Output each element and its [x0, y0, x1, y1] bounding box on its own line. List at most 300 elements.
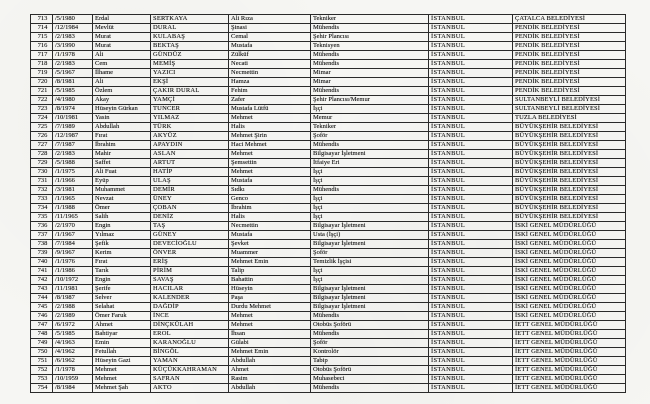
first-name-cell: Özlem — [93, 87, 151, 96]
birthdate-cell: /2/1983 — [53, 33, 93, 42]
profession-cell: Mühendis — [311, 51, 429, 60]
table-row — [31, 186, 626, 195]
city-cell: İSTANBUL — [429, 15, 513, 24]
city-cell: İSTANBUL — [429, 177, 513, 186]
row-number-cell: 744 — [31, 294, 53, 303]
table-row — [31, 24, 626, 33]
first-name-cell: Eyüp — [93, 177, 151, 186]
birthdate-cell: /8/1984 — [53, 384, 93, 393]
row-number-cell: 723 — [31, 105, 53, 114]
organization-cell: PENDİK BELEDİYESİ — [513, 78, 626, 87]
surname-cell: BEKTAŞ — [151, 42, 229, 51]
profession-cell: Mimar — [311, 78, 429, 87]
first-name-cell: Yılmaz — [93, 231, 151, 240]
first-name-cell: Cem — [93, 60, 151, 69]
father-name-cell: Mehmet Şirin — [229, 132, 311, 141]
organization-cell: İSKİ GENEL MÜDÜRLÜĞÜ — [513, 240, 626, 249]
birthdate-cell: /9/1967 — [53, 249, 93, 258]
city-cell: İSTANBUL — [429, 69, 513, 78]
organization-cell: BÜYÜKŞEHİR BELEDİYESİ — [513, 177, 626, 186]
surname-cell: ÜNEY — [151, 195, 229, 204]
city-cell: İSTANBUL — [429, 42, 513, 51]
birthdate-cell: /8/1981 — [53, 78, 93, 87]
profession-cell: Temizlik İşçisi — [311, 258, 429, 267]
surname-cell: BİNGÖL — [151, 348, 229, 357]
row-number-cell: 743 — [31, 285, 53, 294]
city-cell: İSTANBUL — [429, 204, 513, 213]
surname-cell: SAVAŞ — [151, 276, 229, 285]
birthdate-cell: /1/1978 — [53, 366, 93, 375]
row-number-cell: 718 — [31, 60, 53, 69]
first-name-cell: Tarık — [93, 267, 151, 276]
birthdate-cell: /10/1972 — [53, 276, 93, 285]
table-row — [31, 258, 626, 267]
personnel-table-body — [31, 15, 626, 393]
father-name-cell: Mehmet Emin — [229, 258, 311, 267]
father-name-cell: Mehmet — [229, 321, 311, 330]
profession-cell: Şehir Plancısı — [311, 33, 429, 42]
surname-cell: KALENDER — [151, 294, 229, 303]
surname-cell: EKŞİ — [151, 78, 229, 87]
surname-cell: SAFRAN — [151, 375, 229, 384]
organization-cell: İETT GENEL MÜDÜRLÜĞÜ — [513, 321, 626, 330]
table-row — [31, 15, 626, 24]
city-cell: İSTANBUL — [429, 60, 513, 69]
birthdate-cell: /6/1972 — [53, 321, 93, 330]
first-name-cell: Ahmet — [93, 321, 151, 330]
first-name-cell: Selahat — [93, 303, 151, 312]
birthdate-cell: /2/1988 — [53, 303, 93, 312]
row-number-cell: 725 — [31, 123, 53, 132]
city-cell: İSTANBUL — [429, 267, 513, 276]
table-row — [31, 105, 626, 114]
city-cell: İSTANBUL — [429, 339, 513, 348]
surname-cell: ÇAKIR DURAL — [151, 87, 229, 96]
table-row — [31, 312, 626, 321]
surname-cell: TAŞ — [151, 222, 229, 231]
surname-cell: GÜNDÜZ — [151, 51, 229, 60]
profession-cell: Usta (İşçi) — [311, 231, 429, 240]
organization-cell: İETT GENEL MÜDÜRLÜĞÜ — [513, 384, 626, 393]
first-name-cell: Ömer — [93, 204, 151, 213]
first-name-cell: Selver — [93, 294, 151, 303]
profession-cell: Mimar — [311, 69, 429, 78]
city-cell: İSTANBUL — [429, 159, 513, 168]
birthdate-cell: /12/1984 — [53, 24, 93, 33]
organization-cell: İETT GENEL MÜDÜRLÜĞÜ — [513, 366, 626, 375]
table-row — [31, 384, 626, 393]
surname-cell: ULAŞ — [151, 177, 229, 186]
table-row — [31, 87, 626, 96]
father-name-cell: Sıdkı — [229, 186, 311, 195]
table-row — [31, 321, 626, 330]
father-name-cell: Mehmet Emin — [229, 348, 311, 357]
row-number-cell: 752 — [31, 366, 53, 375]
surname-cell: HACILAR — [151, 285, 229, 294]
surname-cell: TÜRK — [151, 123, 229, 132]
row-number-cell: 731 — [31, 177, 53, 186]
first-name-cell: Yasin — [93, 114, 151, 123]
profession-cell: Mühendis — [311, 87, 429, 96]
row-number-cell: 727 — [31, 141, 53, 150]
birthdate-cell: /1/1966 — [53, 177, 93, 186]
birthdate-cell: /8/1974 — [53, 105, 93, 114]
surname-cell: ARTUT — [151, 159, 229, 168]
father-name-cell: Zafer — [229, 96, 311, 105]
organization-cell: İSKİ GENEL MÜDÜRLÜĞÜ — [513, 303, 626, 312]
profession-cell: Mühendis — [311, 141, 429, 150]
organization-cell: BÜYÜKŞEHİR BELEDİYESİ — [513, 123, 626, 132]
profession-cell: Kontrolör — [311, 348, 429, 357]
father-name-cell: Ahmet — [229, 366, 311, 375]
profession-cell: Şoför — [311, 339, 429, 348]
profession-cell: Otobüs Şoförü — [311, 321, 429, 330]
birthdate-cell: /6/1962 — [53, 357, 93, 366]
father-name-cell: Mehmet — [229, 312, 311, 321]
city-cell: İSTANBUL — [429, 141, 513, 150]
father-name-cell: Muammer — [229, 249, 311, 258]
birthdate-cell: /1/1988 — [53, 204, 93, 213]
birthdate-cell: /12/1987 — [53, 132, 93, 141]
row-number-cell: 716 — [31, 42, 53, 51]
surname-cell: KÜÇÜKKAHRAMAN — [151, 366, 229, 375]
surname-cell: DURAL — [151, 24, 229, 33]
first-name-cell: Ali Fuat — [93, 168, 151, 177]
city-cell: İSTANBUL — [429, 294, 513, 303]
organization-cell: PENDİK BELEDİYESİ — [513, 42, 626, 51]
row-number-cell: 745 — [31, 303, 53, 312]
personnel-list-scan — [30, 14, 626, 393]
organization-cell: İSKİ GENEL MÜDÜRLÜĞÜ — [513, 276, 626, 285]
father-name-cell: Mustafa Lütfü — [229, 105, 311, 114]
row-number-cell: 741 — [31, 267, 53, 276]
first-name-cell: Şefik — [93, 240, 151, 249]
father-name-cell: Abdullah — [229, 357, 311, 366]
first-name-cell: Nevzat — [93, 195, 151, 204]
surname-cell: GÜNEY — [151, 231, 229, 240]
table-row — [31, 276, 626, 285]
city-cell: İSTANBUL — [429, 285, 513, 294]
organization-cell: PENDİK BELEDİYESİ — [513, 69, 626, 78]
birthdate-cell: /11/1965 — [53, 213, 93, 222]
table-row — [31, 69, 626, 78]
profession-cell: Teknisyen — [311, 42, 429, 51]
table-row — [31, 375, 626, 384]
father-name-cell: Rasim — [229, 375, 311, 384]
city-cell: İSTANBUL — [429, 312, 513, 321]
surname-cell: APAYDIN — [151, 141, 229, 150]
organization-cell: İSKİ GENEL MÜDÜRLÜĞÜ — [513, 231, 626, 240]
first-name-cell: Fırat — [93, 132, 151, 141]
city-cell: İSTANBUL — [429, 123, 513, 132]
organization-cell: BÜYÜKŞEHİR BELEDİYESİ — [513, 204, 626, 213]
organization-cell: BÜYÜKŞEHİR BELEDİYESİ — [513, 141, 626, 150]
row-number-cell: 717 — [31, 51, 53, 60]
first-name-cell: Engin — [93, 222, 151, 231]
profession-cell: Tekniker — [311, 123, 429, 132]
table-row — [31, 123, 626, 132]
surname-cell: ASLAN — [151, 150, 229, 159]
row-number-cell: 722 — [31, 96, 53, 105]
organization-cell: İSKİ GENEL MÜDÜRLÜĞÜ — [513, 285, 626, 294]
birthdate-cell: /5/1985 — [53, 87, 93, 96]
row-number-cell: 739 — [31, 249, 53, 258]
birthdate-cell: /5/1985 — [53, 330, 93, 339]
birthdate-cell: /10/1981 — [53, 114, 93, 123]
table-row — [31, 177, 626, 186]
birthdate-cell: /7/1989 — [53, 123, 93, 132]
birthdate-cell: /5/1967 — [53, 69, 93, 78]
row-number-cell: 753 — [31, 375, 53, 384]
row-number-cell: 740 — [31, 258, 53, 267]
profession-cell: Mühendis — [311, 60, 429, 69]
organization-cell: PENDİK BELEDİYESİ — [513, 87, 626, 96]
city-cell: İSTANBUL — [429, 222, 513, 231]
first-name-cell: Ömer Faruk — [93, 312, 151, 321]
father-name-cell: Hüseyin — [229, 285, 311, 294]
father-name-cell: Genco — [229, 195, 311, 204]
organization-cell: İETT GENEL MÜDÜRLÜĞÜ — [513, 348, 626, 357]
organization-cell: PENDİK BELEDİYESİ — [513, 24, 626, 33]
father-name-cell: Bahattin — [229, 276, 311, 285]
organization-cell: SULTANBEYLİ BELEDİYESİ — [513, 105, 626, 114]
organization-cell: PENDİK BELEDİYESİ — [513, 33, 626, 42]
first-name-cell: Mehmet — [93, 375, 151, 384]
first-name-cell: Abdullah — [93, 123, 151, 132]
first-name-cell: Saffet — [93, 159, 151, 168]
profession-cell: İşçi — [311, 213, 429, 222]
father-name-cell: Cemal — [229, 33, 311, 42]
first-name-cell: İbrahim — [93, 141, 151, 150]
birthdate-cell: /5/1980 — [53, 15, 93, 24]
first-name-cell: Mehmet Şah — [93, 384, 151, 393]
first-name-cell: Ali — [93, 78, 151, 87]
profession-cell: Tabip — [311, 357, 429, 366]
row-number-cell: 728 — [31, 150, 53, 159]
organization-cell: BÜYÜKŞEHİR BELEDİYESİ — [513, 213, 626, 222]
city-cell: İSTANBUL — [429, 384, 513, 393]
birthdate-cell: /1/1975 — [53, 168, 93, 177]
organization-cell: BÜYÜKŞEHİR BELEDİYESİ — [513, 195, 626, 204]
row-number-cell: 726 — [31, 132, 53, 141]
first-name-cell: Akay — [93, 96, 151, 105]
table-row — [31, 222, 626, 231]
row-number-cell: 713 — [31, 15, 53, 24]
father-name-cell: Mehmet — [229, 150, 311, 159]
father-name-cell: Necmettin — [229, 222, 311, 231]
first-name-cell: Murat — [93, 33, 151, 42]
first-name-cell: Ali — [93, 51, 151, 60]
city-cell: İSTANBUL — [429, 114, 513, 123]
city-cell: İSTANBUL — [429, 51, 513, 60]
table-row — [31, 249, 626, 258]
first-name-cell: Şerife — [93, 285, 151, 294]
first-name-cell: Salih — [93, 213, 151, 222]
surname-cell: YAMÇİ — [151, 96, 229, 105]
city-cell: İSTANBUL — [429, 240, 513, 249]
row-number-cell: 735 — [31, 213, 53, 222]
row-number-cell: 751 — [31, 357, 53, 366]
father-name-cell: Halis — [229, 213, 311, 222]
surname-cell: ERİŞ — [151, 258, 229, 267]
profession-cell: Mühendis — [311, 186, 429, 195]
surname-cell: İNCE — [151, 312, 229, 321]
profession-cell: Şoför — [311, 132, 429, 141]
profession-cell: Şoför — [311, 249, 429, 258]
birthdate-cell: /2/1983 — [53, 60, 93, 69]
profession-cell: Bilgisayar İşletmeni — [311, 303, 429, 312]
row-number-cell: 750 — [31, 348, 53, 357]
father-name-cell: Şinasi — [229, 24, 311, 33]
surname-cell: DEMİR — [151, 186, 229, 195]
father-name-cell: Haci Mehmet — [229, 141, 311, 150]
city-cell: İSTANBUL — [429, 330, 513, 339]
table-row — [31, 114, 626, 123]
father-name-cell: Gülabi — [229, 339, 311, 348]
profession-cell: Şehir Plancısı/Memur — [311, 96, 429, 105]
first-name-cell: Hüseyin Gürkan — [93, 105, 151, 114]
organization-cell: İETT GENEL MÜDÜRLÜĞÜ — [513, 330, 626, 339]
row-number-cell: 720 — [31, 78, 53, 87]
row-number-cell: 721 — [31, 87, 53, 96]
city-cell: İSTANBUL — [429, 366, 513, 375]
city-cell: İSTANBUL — [429, 375, 513, 384]
birthdate-cell: /4/1980 — [53, 96, 93, 105]
birthdate-cell: /1/1978 — [53, 51, 93, 60]
row-number-cell: 729 — [31, 159, 53, 168]
table-row — [31, 96, 626, 105]
city-cell: İSTANBUL — [429, 321, 513, 330]
organization-cell: PENDİK BELEDİYESİ — [513, 51, 626, 60]
father-name-cell: Şevket — [229, 240, 311, 249]
surname-cell: DİNÇKÜLAH — [151, 321, 229, 330]
table-row — [31, 339, 626, 348]
profession-cell: Memur — [311, 114, 429, 123]
birthdate-cell: /4/1963 — [53, 339, 93, 348]
profession-cell: Tekniker — [311, 15, 429, 24]
birthdate-cell: /11/1981 — [53, 285, 93, 294]
birthdate-cell: /3/1981 — [53, 186, 93, 195]
birthdate-cell: /7/1987 — [53, 141, 93, 150]
table-row — [31, 60, 626, 69]
row-number-cell: 737 — [31, 231, 53, 240]
father-name-cell: Mustafa — [229, 177, 311, 186]
table-row — [31, 366, 626, 375]
table-row — [31, 42, 626, 51]
profession-cell: Otobüs Şoförü — [311, 366, 429, 375]
organization-cell: İSKİ GENEL MÜDÜRLÜĞÜ — [513, 294, 626, 303]
first-name-cell: Muhammet — [93, 186, 151, 195]
birthdate-cell: /1/1976 — [53, 258, 93, 267]
city-cell: İSTANBUL — [429, 186, 513, 195]
surname-cell: AKTO — [151, 384, 229, 393]
city-cell: İSTANBUL — [429, 213, 513, 222]
profession-cell: İşçi — [311, 105, 429, 114]
row-number-cell: 738 — [31, 240, 53, 249]
table-row — [31, 348, 626, 357]
organization-cell: İETT GENEL MÜDÜRLÜĞÜ — [513, 357, 626, 366]
table-row — [31, 33, 626, 42]
father-name-cell: Paşa — [229, 294, 311, 303]
city-cell: İSTANBUL — [429, 33, 513, 42]
city-cell: İSTANBUL — [429, 231, 513, 240]
father-name-cell: Necati — [229, 60, 311, 69]
birthdate-cell: /5/1988 — [53, 159, 93, 168]
father-name-cell: Zülküf — [229, 51, 311, 60]
table-row — [31, 285, 626, 294]
organization-cell: PENDİK BELEDİYESİ — [513, 60, 626, 69]
row-number-cell: 742 — [31, 276, 53, 285]
table-row — [31, 294, 626, 303]
first-name-cell: Murat — [93, 42, 151, 51]
profession-cell: İtfaiye Eri — [311, 159, 429, 168]
row-number-cell: 719 — [31, 69, 53, 78]
organization-cell: TUZLA BELEDİYESİ — [513, 114, 626, 123]
surname-cell: YAZICI — [151, 69, 229, 78]
row-number-cell: 754 — [31, 384, 53, 393]
personnel-table — [30, 14, 626, 393]
row-number-cell: 733 — [31, 195, 53, 204]
birthdate-cell: /2/1983 — [53, 150, 93, 159]
profession-cell: Mühendis — [311, 330, 429, 339]
city-cell: İSTANBUL — [429, 24, 513, 33]
profession-cell: Bilgisayar İşletmeni — [311, 285, 429, 294]
table-row — [31, 204, 626, 213]
profession-cell: Bilgisayar İşletmeni — [311, 294, 429, 303]
first-name-cell: Mahir — [93, 150, 151, 159]
table-row — [31, 168, 626, 177]
organization-cell: İSKİ GENEL MÜDÜRLÜĞÜ — [513, 249, 626, 258]
father-name-cell: Fehim — [229, 87, 311, 96]
city-cell: İSTANBUL — [429, 96, 513, 105]
row-number-cell: 749 — [31, 339, 53, 348]
father-name-cell: Şemsettin — [229, 159, 311, 168]
birthdate-cell: /10/1959 — [53, 375, 93, 384]
city-cell: İSTANBUL — [429, 357, 513, 366]
profession-cell: İşçi — [311, 168, 429, 177]
organization-cell: İSKİ GENEL MÜDÜRLÜĞÜ — [513, 267, 626, 276]
city-cell: İSTANBUL — [429, 303, 513, 312]
profession-cell: Bilgisayar İşletmeni — [311, 222, 429, 231]
surname-cell: YILMAZ — [151, 114, 229, 123]
row-number-cell: 714 — [31, 24, 53, 33]
father-name-cell: Mustafa — [229, 42, 311, 51]
organization-cell: İSKİ GENEL MÜDÜRLÜĞÜ — [513, 222, 626, 231]
row-number-cell: 715 — [31, 33, 53, 42]
surname-cell: ÇOBAN — [151, 204, 229, 213]
table-row — [31, 357, 626, 366]
table-row — [31, 51, 626, 60]
row-number-cell: 736 — [31, 222, 53, 231]
city-cell: İSTANBUL — [429, 276, 513, 285]
surname-cell: ÖNVER — [151, 249, 229, 258]
surname-cell: DAĞDİP — [151, 303, 229, 312]
table-row — [31, 231, 626, 240]
table-row — [31, 330, 626, 339]
row-number-cell: 730 — [31, 168, 53, 177]
organization-cell: İSKİ GENEL MÜDÜRLÜĞÜ — [513, 312, 626, 321]
father-name-cell: Abdullah — [229, 384, 311, 393]
city-cell: İSTANBUL — [429, 348, 513, 357]
father-name-cell: Durdu Mehmet — [229, 303, 311, 312]
surname-cell: KULABAŞ — [151, 33, 229, 42]
profession-cell: Mühendis — [311, 24, 429, 33]
city-cell: İSTANBUL — [429, 105, 513, 114]
surname-cell: KARANOĞLU — [151, 339, 229, 348]
organization-cell: BÜYÜKŞEHİR BELEDİYESİ — [513, 159, 626, 168]
birthdate-cell: /1/1967 — [53, 231, 93, 240]
first-name-cell: Emin — [93, 339, 151, 348]
